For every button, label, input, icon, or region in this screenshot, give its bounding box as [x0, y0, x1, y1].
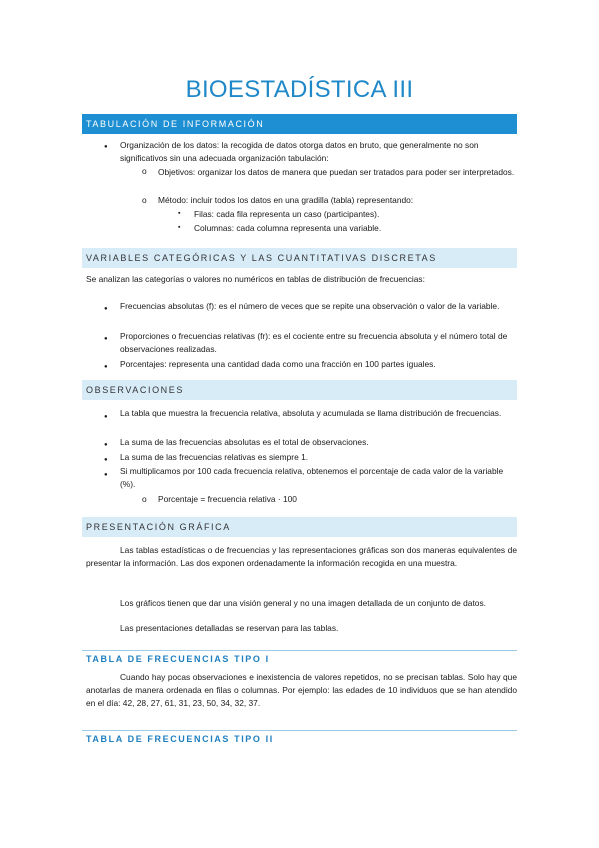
variables-item-2: Proporciones o frecuencias relativas (fr): es el cociente entre su frecuencia absoluta y el número total de observaciones realizadas.: [120, 331, 508, 354]
bullet-icon: ●: [104, 414, 108, 420]
bullet-icon: ●: [104, 144, 108, 150]
observaciones-item-1: La tabla que muestra la frecuencia relativa, absoluta y acumulada se llama distribución de frecuencias.: [120, 408, 502, 418]
observaciones-item-2: La suma de las frecuencias absolutas es el total de observaciones.: [120, 437, 369, 447]
tipo-1-paragraph: Cuando hay pocas observaciones e inexistencia de valores repetidos, no se precisan tablas. Solo hay que anotarlas de manera ordenada en filas o columnas. Por ejemplo: las edades de 10 individuos que se han atendido en el día: 42, 28, 27, 61, 31, 23, 50, 34, 32, 37.: [86, 672, 517, 708]
tabulacion-item-1: Organización de los datos: la recogida de datos otorga datos en bruto, que generalmente no son significativos sin una adecuada organización tabulación:: [120, 140, 479, 163]
section-heading-tabulacion: TABULACIÓN DE INFORMACIÓN: [82, 114, 517, 134]
observaciones-item-4: Si multiplicamos por 100 cada frecuencia relativa, obtenemos el porcentaje de cada valor de la variable (%).: [120, 466, 504, 489]
section-heading-variables: VARIABLES CATEGÓRICAS Y LAS CUANTITATIVAS DISCRETAS: [82, 248, 517, 268]
square-bullet-icon: ▪: [178, 210, 181, 217]
section-heading-tipo-1: TABLA DE FRECUENCIAS TIPO I: [82, 650, 517, 668]
section-heading-presentacion: PRESENTACIÓN GRÁFICA: [82, 517, 517, 537]
observaciones-sub-1: Porcentaje = frecuencia relativa · 100: [158, 494, 297, 504]
bullet-icon: ●: [104, 336, 108, 342]
presentacion-paragraph-2: Los gráficos tienen que dar una visión general y no una imagen detallada de un conjunto de datos.: [120, 598, 486, 608]
bullet-icon: ●: [104, 457, 108, 463]
bullet-icon: ●: [104, 442, 108, 448]
presentacion-paragraph-1: Las tablas estadísticas o de frecuencias y las representaciones gráficas son dos maneras equivalentes de presentar la información. Las dos exponen ordenadamente la información recogida en una muestra.: [86, 545, 517, 568]
variables-item-1: Frecuencias absolutas (f): es el número de veces que se repite una observación o valor de la variable.: [120, 301, 500, 311]
tabulacion-subsub-2: Columnas: cada columna representa una variable.: [194, 223, 382, 233]
circle-bullet-icon: o: [142, 494, 147, 504]
variables-item-3: Porcentajes: representa una cantidad dada como una fracción en 100 partes iguales.: [120, 359, 436, 369]
circle-bullet-icon: o: [142, 166, 147, 176]
tabulacion-subsub-1: Filas: cada fila representa un caso (participantes).: [194, 209, 380, 219]
bullet-icon: ●: [104, 364, 108, 370]
bullet-icon: ●: [104, 472, 108, 478]
tabulacion-sub-1: Objetivos: organizar los datos de manera que puedan ser tratados para poder ser interpretados.: [158, 167, 515, 177]
circle-bullet-icon: o: [142, 195, 147, 205]
bullet-icon: ●: [104, 306, 108, 312]
tabulacion-sub-2: Método: incluir todos los datos en una gradilla (tabla) representando:: [158, 195, 414, 205]
variables-intro: Se analizan las categorías o valores no numéricos en tablas de distribución de frecuencias:: [86, 274, 425, 284]
page-title: BIOESTADÍSTICA III: [185, 76, 414, 103]
square-bullet-icon: ▪: [178, 224, 181, 231]
observaciones-item-3: La suma de las frecuencias relativas es siempre 1.: [120, 452, 309, 462]
presentacion-paragraph-3: Las presentaciones detalladas se reservan para las tablas.: [120, 623, 339, 633]
section-heading-tipo-2: TABLA DE FRECUENCIAS TIPO II: [82, 730, 517, 748]
section-heading-observaciones: OBSERVACIONES: [82, 380, 517, 400]
